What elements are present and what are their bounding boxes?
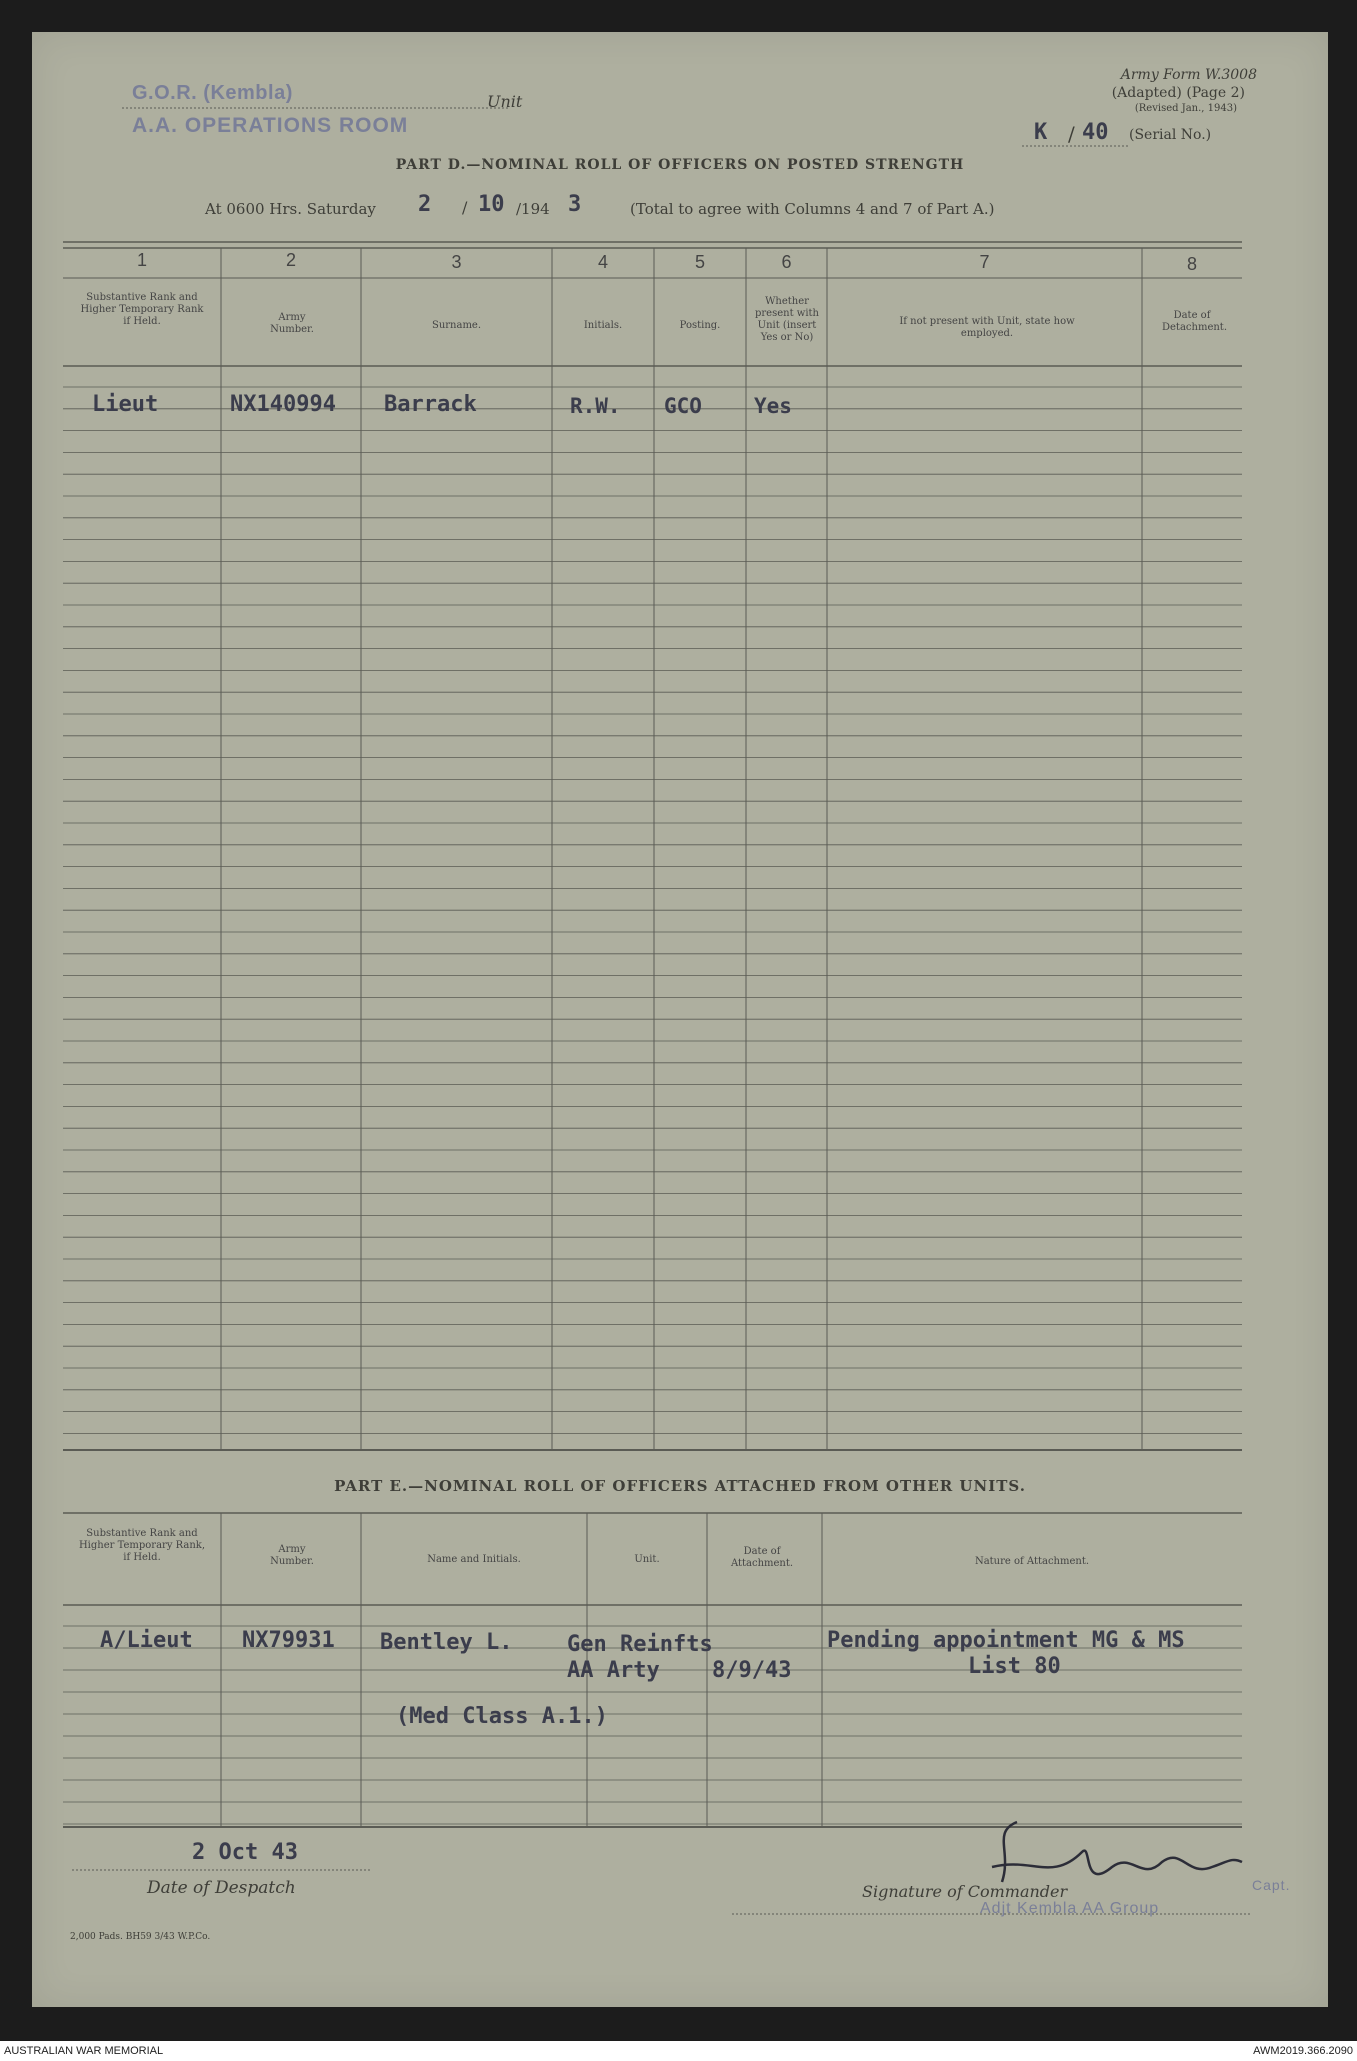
signature-rank: Capt. — [1252, 1877, 1291, 1893]
row-rank: Lieut — [92, 392, 159, 417]
unit-label: Unit — [487, 92, 523, 111]
date-year-digit: 3 — [568, 192, 582, 217]
part-e-title: PART E.—NOMINAL ROLL OF OFFICERS ATTACHED FROM OTHER UNITS. — [334, 1477, 1026, 1495]
col-num-4: 4 — [597, 252, 608, 272]
e-header-nature: Nature of Attachment. — [974, 1556, 1090, 1567]
header-employed: If not present with Unit, state how employed. — [899, 316, 1075, 339]
col-num-7: 7 — [979, 252, 990, 272]
e-nature-line1: Pending appointment MG & MS — [827, 1628, 1185, 1653]
e-name: Bentley L. — [380, 1630, 513, 1655]
footer-left: AUSTRALIAN WAR MEMORIAL — [4, 2045, 164, 2057]
row-initials: R.W. — [570, 394, 621, 418]
col-num-2: 2 — [285, 250, 296, 270]
header-surname: Surname. — [431, 320, 482, 331]
row-surname: Barrack — [384, 392, 477, 417]
date-day: 2 — [418, 192, 432, 217]
signature-stamp: Adjt Kembla AA Group — [980, 1900, 1160, 1917]
date-prefix: At 0600 Hrs. Saturday — [205, 200, 376, 218]
header-posting: Posting. — [679, 320, 721, 331]
header-present: Whether present with Unit (insert Yes or No) — [754, 296, 819, 343]
date-note: (Total to agree with Columns 4 and 7 of Part A.) — [630, 200, 995, 218]
form-sheet — [32, 32, 1328, 2007]
e-nature-line2: List 80 — [968, 1654, 1061, 1679]
printer-note: 2,000 Pads. BH59 3/43 W.P.Co. — [70, 1932, 211, 1942]
form-revised: (Revised Jan., 1943) — [1134, 103, 1237, 114]
footer-right: AWM2019.366.2090 — [1253, 2045, 1353, 2057]
col-num-8: 8 — [1186, 254, 1197, 274]
header-initials: Initials. — [583, 320, 623, 331]
despatch-date: 2 Oct 43 — [192, 1840, 298, 1865]
form-number: Army Form W.3008 — [1120, 67, 1257, 83]
row-posting: GCO — [664, 394, 702, 418]
e-header-date: Date of Attachment. — [730, 1546, 794, 1569]
serial-label: (Serial No.) — [1129, 127, 1212, 143]
serial-slash: / — [1068, 122, 1075, 146]
e-header-rank: Substantive Rank and Higher Temporary Rank, if Held. — [78, 1528, 206, 1563]
col-num-6: 6 — [781, 252, 792, 272]
header-detachment: Date of Detachment. — [1162, 310, 1227, 333]
e-unit-line2: AA Arty — [567, 1658, 660, 1683]
date-month: 10 — [478, 192, 505, 217]
e-rank: A/Lieut — [100, 1628, 193, 1653]
e-header-unit: Unit. — [634, 1554, 660, 1565]
row-army-number: NX140994 — [230, 392, 336, 417]
serial-number: 40 — [1082, 120, 1109, 145]
date-slash: / — [462, 198, 468, 217]
e-header-name: Name and Initials. — [427, 1554, 521, 1565]
part-e-grid — [32, 32, 1328, 2007]
header-rank: Substantive Rank and Higher Temporary Rank if Held. — [80, 292, 204, 327]
part-d-title: PART D.—NOMINAL ROLL OF OFFICERS ON POSTED STRENGTH — [395, 157, 965, 173]
e-unit-line1: Gen Reinfts — [567, 1632, 713, 1657]
signature-label: Signature of Commander — [862, 1882, 1068, 1901]
e-date: 8/9/43 — [712, 1658, 792, 1683]
col-num-3: 3 — [451, 252, 462, 272]
header-army-number: Army Number. — [270, 312, 314, 335]
unit-stamp-line1: G.O.R. (Kembla) — [132, 82, 293, 104]
archive-footer — [0, 2041, 1357, 2061]
despatch-label: Date of Despatch — [147, 1878, 296, 1898]
e-header-army-number: Army Number. — [270, 1544, 314, 1567]
e-army-number: NX79931 — [242, 1628, 335, 1653]
col-num-5: 5 — [694, 252, 705, 272]
col-num-1: 1 — [136, 250, 147, 270]
e-note: (Med Class A.1.) — [396, 1704, 608, 1729]
form-adapted: (Adapted) (Page 2) — [1111, 85, 1245, 101]
despatch-underline — [72, 1868, 372, 1872]
serial-prefix: K — [1034, 120, 1048, 145]
row-present: Yes — [754, 394, 792, 418]
unit-stamp-line2: A.A. OPERATIONS ROOM — [132, 114, 409, 137]
date-year-prefix: /194 — [516, 200, 550, 218]
